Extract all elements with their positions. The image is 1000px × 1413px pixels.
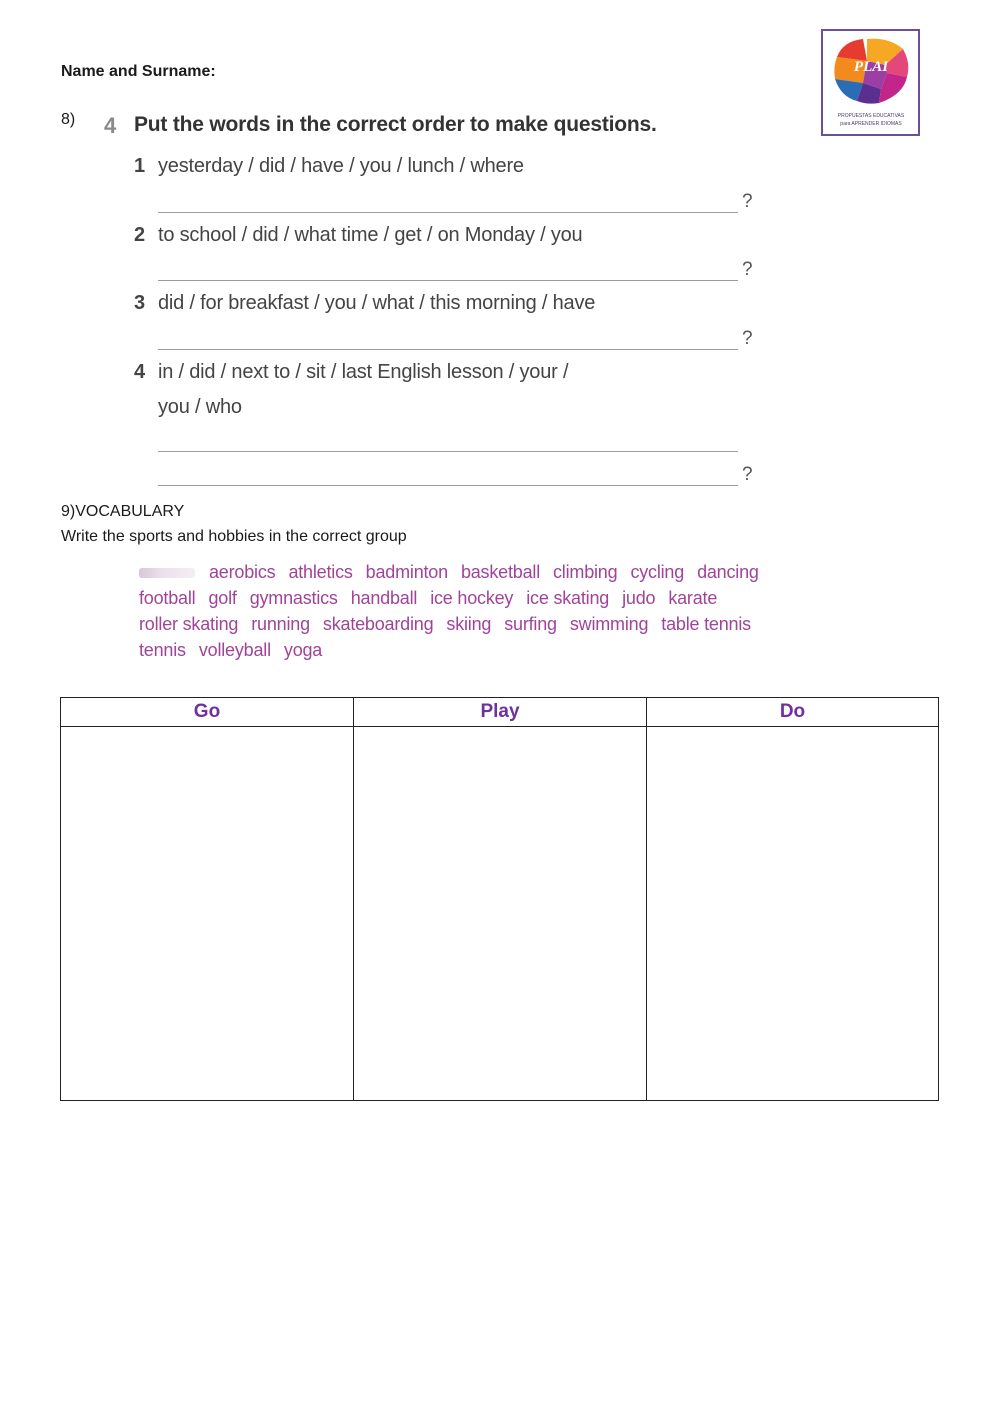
logo-title: PLAI [853, 59, 889, 75]
name-surname-label: Name and Surname: [61, 63, 216, 80]
word-bank-row [139, 640, 335, 661]
answer-line[interactable] [158, 349, 738, 350]
sort-table [60, 697, 939, 1101]
smudge-mark [139, 568, 195, 578]
question-text: yesterday / did / have / you / lunch / where [158, 155, 524, 177]
go-answer-cell[interactable] [61, 727, 354, 1101]
word-item: ice skating [526, 588, 610, 608]
word-item: athletics [288, 562, 353, 582]
answer-line[interactable] [158, 451, 738, 452]
column-header-go: Go [61, 698, 354, 727]
exercise-instruction: Put the words in the correct order to make questions. [134, 113, 657, 136]
table-header-row [61, 698, 939, 727]
column-header-play: Play [354, 698, 647, 727]
word-item: tennis [139, 640, 186, 660]
word-item: golf [208, 588, 237, 608]
word-item: surfing [504, 614, 557, 634]
word-item: handball [350, 588, 418, 608]
plai-logo [821, 29, 920, 136]
word-item: climbing [553, 562, 618, 582]
question-number: 1 [134, 155, 146, 177]
book-exercise-number: 4 [104, 113, 117, 138]
word-item: karate [668, 588, 718, 608]
question-text: to school / did / what time / get / on Monday / you [158, 224, 583, 246]
word-item: skiing [446, 614, 492, 634]
word-item: aerobics [209, 562, 276, 582]
word-item: swimming [569, 614, 649, 634]
answer-line[interactable] [158, 280, 738, 281]
do-answer-cell[interactable] [647, 727, 939, 1101]
column-header-do: Do [647, 698, 939, 727]
word-item: volleyball [198, 640, 271, 660]
vocabulary-instruction: Write the sports and hobbies in the correct group [61, 528, 407, 545]
exercise-number: 8) [61, 111, 76, 128]
word-item: running [251, 614, 310, 634]
vocabulary-heading: 9)VOCABULARY [61, 503, 185, 520]
question-mark: ? [742, 191, 753, 212]
question-number: 3 [134, 292, 146, 314]
word-item: gymnastics [249, 588, 338, 608]
word-item: ice hockey [430, 588, 514, 608]
word-item: roller skating [139, 614, 239, 634]
word-item: basketball [460, 562, 540, 582]
word-item: dancing [697, 562, 759, 582]
logo-subtitle-1: PROPUESTAS EDUCATIVAS [837, 113, 905, 119]
question-mark: ? [742, 328, 753, 349]
word-item: cycling [630, 562, 685, 582]
word-item: skateboarding [322, 614, 434, 634]
question-number: 4 [134, 361, 146, 383]
question-mark: ? [742, 464, 753, 485]
table-row [61, 727, 939, 1101]
question-text: did / for breakfast / you / what / this morning / have [158, 292, 596, 314]
question-number: 2 [134, 224, 146, 246]
question-text-line-1: in / did / next to / sit / last English lesson / your / [158, 361, 569, 383]
question-text-line-2: you / who [158, 396, 242, 418]
answer-line[interactable] [158, 212, 738, 213]
word-item: football [139, 588, 196, 608]
question-mark: ? [742, 259, 753, 280]
play-answer-cell[interactable] [354, 727, 647, 1101]
logo-subtitle-2: para APRENDER IDIOMAS [840, 121, 902, 127]
word-item: badminton [365, 562, 448, 582]
word-bank-row [139, 562, 772, 583]
plai-logo-icon [823, 31, 918, 134]
word-bank-row [139, 614, 764, 635]
answer-line[interactable] [158, 485, 738, 486]
word-item: table tennis [661, 614, 751, 634]
word-item: judo [622, 588, 656, 608]
word-item: yoga [283, 640, 323, 660]
word-bank-row [139, 588, 730, 609]
